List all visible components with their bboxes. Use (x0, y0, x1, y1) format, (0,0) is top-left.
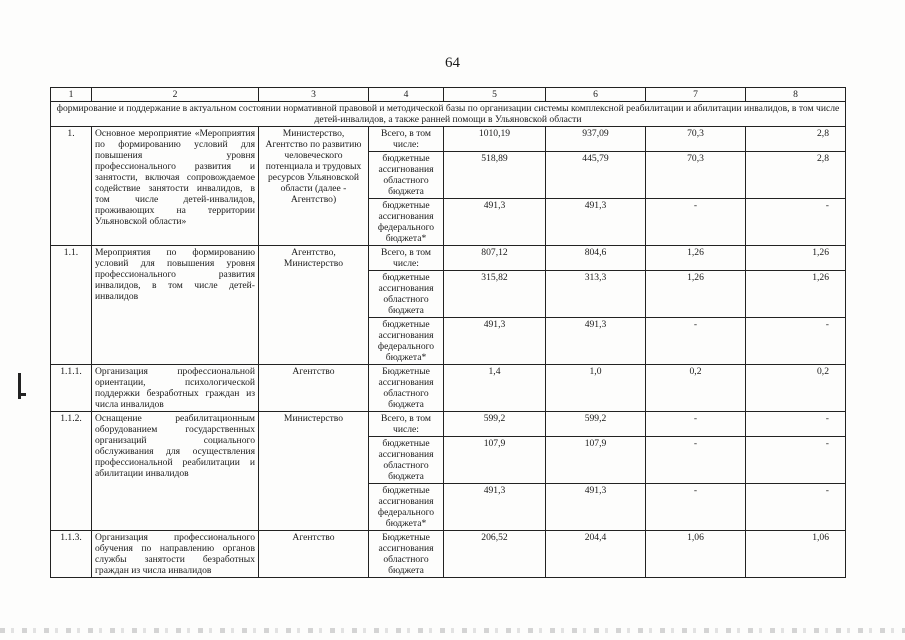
amount-total: 599,2 (444, 412, 546, 437)
item-executor: Агентство, Министерство (259, 246, 369, 365)
scan-noise (0, 628, 905, 633)
item-number: 1. (51, 127, 92, 246)
amount-col-8: - (746, 484, 846, 531)
amount-total: 518,89 (444, 152, 546, 199)
item-executor: Министерство, Агентство по развитию человеческого потенциала и трудовых ресурсов Ульяновской области (далее - Агентство) (259, 127, 369, 246)
amount-total: 315,82 (444, 271, 546, 318)
amount-total: 491,3 (444, 484, 546, 531)
column-header: 2 (92, 88, 259, 102)
amount-col-8: 2,8 (746, 152, 846, 199)
program-table (50, 87, 846, 578)
funding-source: Всего, в том числе: (369, 412, 444, 437)
amount-col-6: 107,9 (546, 437, 646, 484)
amount-col-8: - (746, 437, 846, 484)
page-number: 64 (445, 55, 460, 71)
amount-col-7: 0,2 (646, 365, 746, 412)
funding-source: бюджетные ассигнования федерального бюджета* (369, 484, 444, 531)
funding-source: бюджетные ассигнования федерального бюджета* (369, 318, 444, 365)
funding-source: Всего, в том числе: (369, 127, 444, 152)
amount-total: 491,3 (444, 199, 546, 246)
amount-total: 807,12 (444, 246, 546, 271)
amount-col-7: - (646, 318, 746, 365)
amount-col-6: 1,0 (546, 365, 646, 412)
amount-total: 491,3 (444, 318, 546, 365)
amount-col-8: 1,26 (746, 271, 846, 318)
table-row (51, 246, 846, 271)
column-header: 3 (259, 88, 369, 102)
amount-total: 1010,19 (444, 127, 546, 152)
table-row (51, 365, 846, 412)
amount-total: 1,4 (444, 365, 546, 412)
item-name: Организация профессионального обучения по направлению органов службы занятости безработных граждан из числа инвалидов (92, 531, 259, 578)
amount-col-6: 804,6 (546, 246, 646, 271)
amount-col-6: 491,3 (546, 199, 646, 246)
scan-mark (19, 393, 26, 396)
item-number: 1.1.1. (51, 365, 92, 412)
funding-source: Бюджетные ассигнования областного бюджета (369, 365, 444, 412)
item-name: Организация профессиональной ориентации, психологической поддержки безработных граждан из числа инвалидов (92, 365, 259, 412)
amount-col-7: - (646, 199, 746, 246)
column-header-row (51, 88, 846, 102)
amount-col-6: 599,2 (546, 412, 646, 437)
item-name: Мероприятия по формированию условий для повышения уровня профессионального развития инвалидов, в том числе детей-инвалидов (92, 246, 259, 365)
amount-col-8: - (746, 412, 846, 437)
column-header: 5 (444, 88, 546, 102)
column-header: 6 (546, 88, 646, 102)
amount-col-8: 1,26 (746, 246, 846, 271)
amount-col-7: 70,3 (646, 127, 746, 152)
item-number: 1.1.3. (51, 531, 92, 578)
amount-col-7: - (646, 412, 746, 437)
section-title: формирование и поддержание в актуальном состоянии нормативной правовой и методической базы по организации системы комплексной реабилитации и абилитации инвалидов, в том числе детей-инвалидов, а также ранней помощи в Ульяновской области (51, 102, 846, 127)
funding-source: бюджетные ассигнования федерального бюджета* (369, 199, 444, 246)
amount-col-7: - (646, 484, 746, 531)
column-header: 7 (646, 88, 746, 102)
funding-source: Бюджетные ассигнования областного бюджета (369, 531, 444, 578)
amount-total: 107,9 (444, 437, 546, 484)
funding-source: бюджетные ассигнования областного бюджета (369, 271, 444, 318)
amount-col-7: 1,06 (646, 531, 746, 578)
funding-source: Всего, в том числе: (369, 246, 444, 271)
funding-source: бюджетные ассигнования областного бюджета (369, 152, 444, 199)
item-name: Основное мероприятие «Мероприятия по формированию условий для повышения уровня профессионального развития и занятости, включая сопровождаемое содействие занятости инвалидов, в том числе детей-инвалидов, проживающих на территории Ульяновской области» (92, 127, 259, 246)
amount-col-6: 491,3 (546, 318, 646, 365)
item-executor: Агентство (259, 531, 369, 578)
amount-col-7: - (646, 437, 746, 484)
amount-col-6: 491,3 (546, 484, 646, 531)
amount-col-7: 1,26 (646, 271, 746, 318)
item-number: 1.1.2. (51, 412, 92, 531)
amount-col-6: 937,09 (546, 127, 646, 152)
table-row (51, 127, 846, 152)
item-name: Оснащение реабилитационным оборудованием государственных организаций социального обслуживания для осуществления профессиональной реабилитации и абилитации инвалидов (92, 412, 259, 531)
amount-col-8: - (746, 199, 846, 246)
amount-col-8: 1,06 (746, 531, 846, 578)
item-number: 1.1. (51, 246, 92, 365)
column-header: 8 (746, 88, 846, 102)
section-title-row (51, 102, 846, 127)
amount-col-6: 445,79 (546, 152, 646, 199)
funding-source: бюджетные ассигнования областного бюджета (369, 437, 444, 484)
amount-col-7: 70,3 (646, 152, 746, 199)
amount-col-6: 204,4 (546, 531, 646, 578)
amount-col-8: 0,2 (746, 365, 846, 412)
table-row (51, 531, 846, 578)
amount-col-8: - (746, 318, 846, 365)
amount-total: 206,52 (444, 531, 546, 578)
item-executor: Министерство (259, 412, 369, 531)
amount-col-8: 2,8 (746, 127, 846, 152)
amount-col-7: 1,26 (646, 246, 746, 271)
item-executor: Агентство (259, 365, 369, 412)
table-row (51, 412, 846, 437)
amount-col-6: 313,3 (546, 271, 646, 318)
column-header: 1 (51, 88, 92, 102)
column-header: 4 (369, 88, 444, 102)
